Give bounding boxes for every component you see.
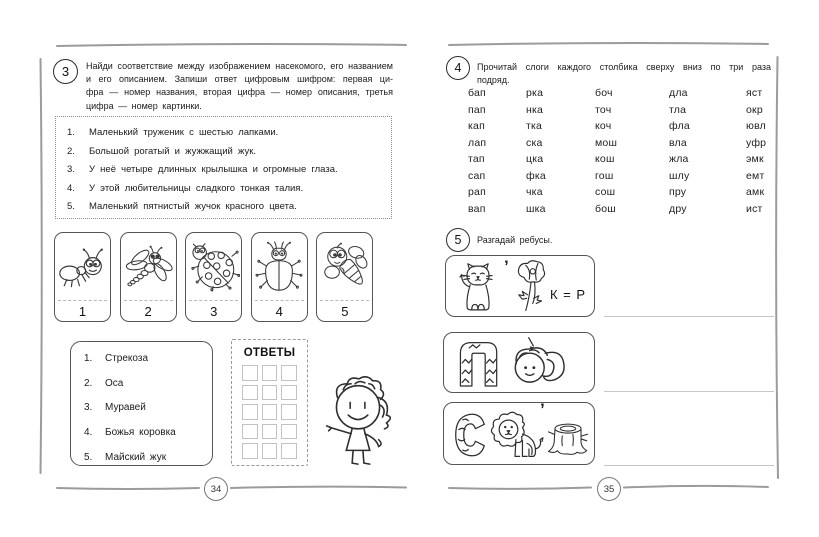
rebus-2 (443, 332, 595, 393)
task3-number: 3 (61, 64, 70, 79)
syllable: фла (669, 120, 690, 133)
name-item (84, 353, 212, 366)
syllable: тка (526, 120, 543, 133)
item-text: Маленький труженик с шестью лапками. (89, 127, 279, 138)
item-number: 1. (67, 127, 75, 138)
descriptions-box (55, 116, 392, 219)
syllable: сап (468, 169, 486, 182)
name-item (84, 402, 212, 415)
item-text: У неё четыре длинных крылышка и огромные глаза. (89, 164, 338, 176)
insect-card-ant (54, 232, 111, 322)
answers-box (231, 339, 308, 466)
syllable: нка (526, 103, 544, 116)
insect-card-ladybug (185, 232, 242, 322)
task4-statement (477, 61, 771, 87)
page-number-text: 35 (603, 483, 615, 495)
rebus-1-answer-line[interactable] (604, 316, 774, 317)
task5-number: 5 (454, 233, 462, 247)
description-item (67, 183, 377, 196)
insect-card-dragonfly (120, 232, 177, 322)
syllable-column-3 (595, 85, 617, 217)
task5-number-circle (446, 228, 470, 252)
item-text: Стрекоза (105, 353, 149, 364)
statement-line: Разгадай ребусы. (477, 235, 553, 245)
statement-line: и его описанием. Запиши ответ цифровым шифром: первая ци- (86, 74, 393, 85)
syllable: яст (746, 87, 763, 99)
syllable: жла (669, 153, 689, 166)
syllable: гош (595, 169, 614, 182)
syllable: шлу (669, 169, 690, 182)
answer-cell[interactable] (262, 424, 278, 440)
item-number: 3. (84, 402, 93, 414)
cat-icon (456, 263, 500, 313)
task4-number-circle (446, 56, 470, 80)
answer-cell[interactable] (242, 385, 258, 401)
beetle-icon (252, 233, 307, 300)
insect-card-beetle (251, 232, 308, 322)
syllable: кап (468, 120, 485, 133)
syllable: емт (746, 169, 765, 182)
syllable: цка (526, 153, 544, 166)
letter-c-icon (452, 410, 488, 460)
answer-cell[interactable] (281, 365, 297, 381)
answer-cell[interactable] (262, 404, 278, 420)
item-number: 2. (67, 145, 75, 157)
card-number: 5 (341, 303, 349, 319)
answers-title: ОТВЕТЫ (243, 347, 296, 359)
syllable: ювл (746, 120, 766, 133)
syllable: амк (746, 186, 765, 199)
item-number: 4. (67, 182, 75, 194)
syllable: вла (669, 136, 687, 149)
name-item (84, 378, 212, 391)
item-text: Муравей (105, 402, 146, 414)
syllable: рка (526, 87, 544, 99)
rebus-3 (443, 402, 595, 465)
syllable: вап (468, 202, 486, 215)
page-number-left (204, 477, 228, 501)
answer-cell[interactable] (262, 443, 278, 459)
page-number-text: 34 (210, 483, 222, 495)
syllable: пру (669, 186, 687, 199)
description-item (67, 146, 377, 159)
answer-cell[interactable] (281, 443, 297, 459)
syllable: эмк (746, 153, 764, 166)
syllable-column-2 (526, 85, 546, 217)
syllable: шка (526, 202, 546, 215)
item-number: 5. (84, 451, 93, 463)
syllable: бош (595, 202, 616, 215)
answer-cell[interactable] (281, 404, 297, 420)
girl-illustration-icon (314, 372, 404, 470)
lion-icon (486, 408, 544, 462)
statement-line: Прочитай слоги каждого столбика сверху вниз по три раза подряд. (477, 62, 771, 86)
rebus-1 (445, 255, 595, 317)
name-item (84, 452, 212, 465)
syllable: боч (595, 87, 613, 99)
statement-line: Найди соответствие между изображением насекомого, его названием (86, 61, 393, 71)
answer-cell[interactable] (242, 443, 258, 459)
item-text: Маленький пятнистый жучок красного цвета. (89, 201, 297, 213)
syllable: окр (746, 103, 763, 116)
description-item (67, 127, 377, 140)
syllable: лап (468, 136, 487, 149)
card-number: 3 (210, 303, 218, 319)
dragonfly-icon (121, 233, 176, 300)
item-number: 3. (67, 164, 75, 176)
task3-number-circle (53, 59, 78, 84)
syllable: бап (468, 87, 486, 99)
answers-grid (242, 365, 297, 459)
insect-names-box (70, 341, 213, 466)
insect-card-bee (316, 232, 373, 322)
syllable: ист (746, 202, 763, 215)
syllable-column-5 (746, 85, 766, 217)
letter-p-icon (456, 338, 502, 388)
item-text: Оса (105, 377, 124, 389)
item-text: Майский жук (105, 451, 167, 463)
answer-cell[interactable] (242, 365, 258, 381)
syllable: чка (526, 186, 543, 199)
item-number: 5. (67, 201, 75, 213)
syllable: уфр (746, 136, 767, 149)
answer-cell[interactable] (242, 404, 258, 420)
answer-cell[interactable] (262, 385, 278, 401)
answer-cell[interactable] (262, 365, 278, 381)
syllable: точ (595, 103, 612, 116)
syllable: кош (595, 153, 615, 166)
girl-head-icon (506, 335, 570, 390)
syllable: ска (526, 136, 543, 149)
answer-cell[interactable] (242, 424, 258, 440)
task5-statement (477, 234, 677, 247)
syllable: тла (669, 103, 687, 116)
syllable-column-1 (468, 85, 486, 217)
poppy-icon (512, 260, 550, 314)
item-text: Большой рогатый и жужжащий жук. (89, 145, 257, 157)
syllable-column-4 (669, 85, 690, 217)
statement-line: цифра — номер картинки. (86, 100, 202, 111)
item-number: 2. (84, 377, 93, 389)
rebus-hint: К = Р (550, 287, 587, 302)
syllable: тап (468, 153, 485, 166)
syllable: сош (595, 186, 616, 199)
card-number: 1 (78, 303, 87, 319)
bee-icon (317, 233, 372, 300)
item-text: Божья коровка (105, 427, 176, 439)
name-item (84, 427, 212, 440)
description-item (67, 201, 377, 214)
card-number: 4 (275, 303, 283, 319)
apostrophe-mark: ’ (540, 400, 545, 419)
syllable: пап (468, 103, 486, 116)
task3-statement (86, 60, 393, 113)
card-number: 2 (144, 303, 152, 319)
syllable: рап (468, 186, 486, 199)
apostrophe-mark: ’ (504, 257, 509, 276)
answer-cell[interactable] (281, 385, 297, 401)
statement-line: фра — номер названия, вторая цифра — номер описания, третья (86, 87, 393, 98)
syllable: мош (595, 136, 618, 149)
insect-cards-row (54, 232, 373, 322)
item-number: 4. (84, 427, 93, 439)
page-number-right (597, 477, 621, 501)
syllable: дла (669, 87, 688, 99)
syllable: дру (669, 202, 687, 215)
task4-number: 4 (454, 61, 462, 75)
answer-cell[interactable] (281, 424, 297, 440)
syllable: коч (595, 120, 612, 133)
syllable: фка (526, 169, 546, 182)
description-item (67, 164, 377, 177)
stump-icon (546, 420, 590, 460)
rebus-3-answer-line[interactable] (604, 465, 774, 466)
ladybug-icon (186, 233, 241, 300)
ant-icon (55, 233, 110, 300)
rebus-2-answer-line[interactable] (604, 391, 774, 392)
item-text: У этой любительницы сладкого тонкая талия. (89, 182, 304, 194)
item-number: 1. (84, 353, 93, 364)
